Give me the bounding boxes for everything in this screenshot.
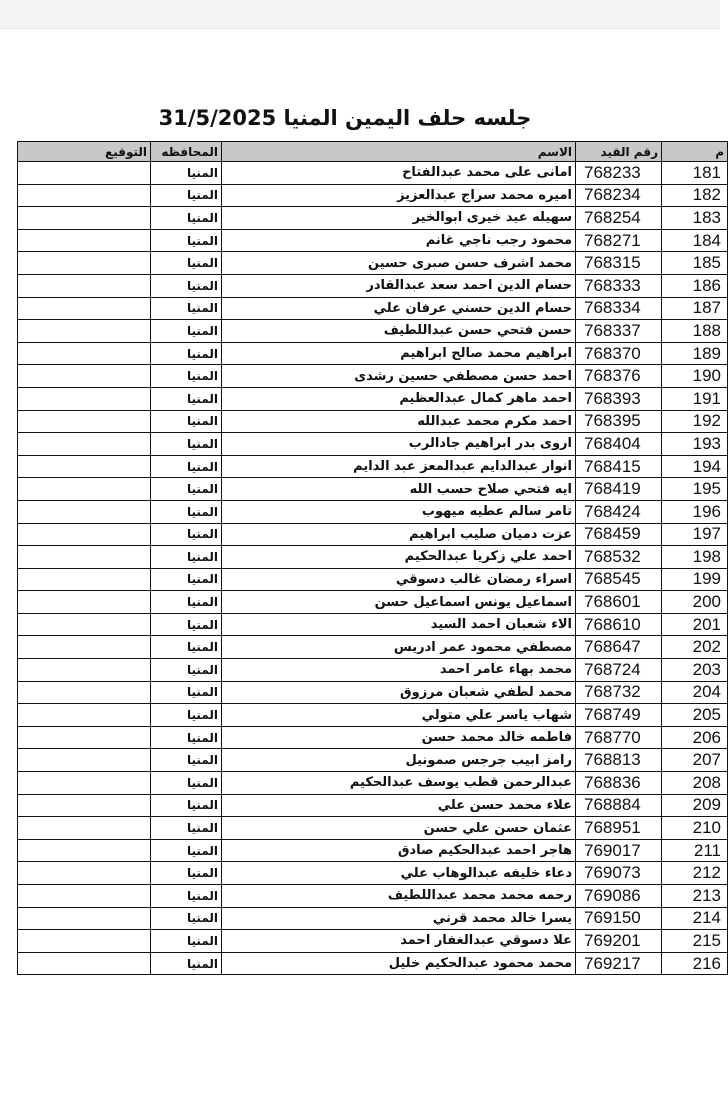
table-row: [18, 659, 728, 682]
row-governorate: المنيا: [151, 794, 222, 817]
row-code: 768724: [576, 659, 662, 682]
row-code: 768333: [576, 274, 662, 297]
row-code: 768459: [576, 523, 662, 546]
row-index: 216: [662, 952, 728, 975]
row-governorate: المنيا: [151, 681, 222, 704]
row-name: شهاب ياسر علي متولي: [222, 704, 576, 727]
table-header-row: [18, 142, 728, 162]
row-governorate: المنيا: [151, 387, 222, 410]
row-name: تامر سالم عطيه ميهوب: [222, 500, 576, 523]
row-code: 768254: [576, 207, 662, 230]
row-signature: [18, 523, 151, 546]
row-name: اسراء رمضان غالب دسوقي: [222, 568, 576, 591]
row-code: 769017: [576, 839, 662, 862]
row-code: 768415: [576, 455, 662, 478]
table-row: [18, 817, 728, 840]
row-governorate: المنيا: [151, 433, 222, 456]
row-governorate: المنيا: [151, 342, 222, 365]
table-row: [18, 862, 728, 885]
row-code: 768334: [576, 297, 662, 320]
row-signature: [18, 568, 151, 591]
table-row: [18, 930, 728, 953]
row-code: 768532: [576, 546, 662, 569]
row-name: عثمان حسن علي حسن: [222, 817, 576, 840]
row-signature: [18, 726, 151, 749]
table-row: [18, 342, 728, 365]
row-signature: [18, 478, 151, 501]
table-row: [18, 252, 728, 275]
row-index: 215: [662, 930, 728, 953]
header-name: الاسم: [222, 142, 576, 162]
row-code: 768545: [576, 568, 662, 591]
row-signature: [18, 410, 151, 433]
row-code: 769217: [576, 952, 662, 975]
table-row: [18, 839, 728, 862]
table-row: [18, 613, 728, 636]
row-signature: [18, 885, 151, 908]
row-governorate: المنيا: [151, 591, 222, 614]
row-name: عزت دميان صليب ابراهيم: [222, 523, 576, 546]
table-row: [18, 297, 728, 320]
table-row: [18, 523, 728, 546]
row-governorate: المنيا: [151, 184, 222, 207]
row-index: 197: [662, 523, 728, 546]
table-row: [18, 546, 728, 569]
row-governorate: المنيا: [151, 930, 222, 953]
row-name: يسرا خالد محمد قرني: [222, 907, 576, 930]
header-index: م: [662, 142, 728, 162]
table-row: [18, 749, 728, 772]
row-governorate: المنيا: [151, 636, 222, 659]
row-index: 196: [662, 500, 728, 523]
row-index: 199: [662, 568, 728, 591]
table-row: [18, 478, 728, 501]
document-title: جلسه حلف اليمين المنيا 31/5/2025: [158, 106, 532, 130]
row-code: 768233: [576, 162, 662, 185]
row-index: 187: [662, 297, 728, 320]
row-code: 768337: [576, 320, 662, 343]
row-name: حسن فتحي حسن عبداللطيف: [222, 320, 576, 343]
row-index: 201: [662, 613, 728, 636]
row-code: 768393: [576, 387, 662, 410]
row-index: 205: [662, 704, 728, 727]
row-index: 202: [662, 636, 728, 659]
table-row: [18, 681, 728, 704]
row-index: 181: [662, 162, 728, 185]
row-code: 768749: [576, 704, 662, 727]
row-signature: [18, 455, 151, 478]
row-name: مصطفي محمود عمر ادريس: [222, 636, 576, 659]
row-signature: [18, 704, 151, 727]
row-name: ابراهيم محمد صالح ابراهيم: [222, 342, 576, 365]
table-row: [18, 500, 728, 523]
attendees-table: [17, 141, 728, 975]
table-row: [18, 591, 728, 614]
table-row: [18, 433, 728, 456]
row-name: ايه فتحي صلاح حسب الله: [222, 478, 576, 501]
row-index: 208: [662, 772, 728, 795]
row-governorate: المنيا: [151, 523, 222, 546]
row-index: 209: [662, 794, 728, 817]
row-governorate: المنيا: [151, 162, 222, 185]
row-governorate: المنيا: [151, 862, 222, 885]
row-code: 769086: [576, 885, 662, 908]
row-code: 768376: [576, 365, 662, 388]
row-governorate: المنيا: [151, 229, 222, 252]
row-governorate: المنيا: [151, 297, 222, 320]
row-index: 214: [662, 907, 728, 930]
row-code: 768271: [576, 229, 662, 252]
row-signature: [18, 365, 151, 388]
row-name: علاء محمد حسن علي: [222, 794, 576, 817]
row-governorate: المنيا: [151, 704, 222, 727]
row-code: 768395: [576, 410, 662, 433]
row-signature: [18, 274, 151, 297]
row-signature: [18, 297, 151, 320]
row-code: 768836: [576, 772, 662, 795]
row-name: امانى على محمد عبدالفتاح: [222, 162, 576, 185]
row-governorate: المنيا: [151, 817, 222, 840]
table-row: [18, 794, 728, 817]
row-governorate: المنيا: [151, 410, 222, 433]
table-row: [18, 726, 728, 749]
row-code: 769150: [576, 907, 662, 930]
row-index: 195: [662, 478, 728, 501]
row-index: 184: [662, 229, 728, 252]
row-code: 769201: [576, 930, 662, 953]
row-signature: [18, 749, 151, 772]
row-index: 188: [662, 320, 728, 343]
table-row: [18, 207, 728, 230]
row-code: 768732: [576, 681, 662, 704]
row-name: احمد ماهر كمال عبدالعظيم: [222, 387, 576, 410]
table-row: [18, 184, 728, 207]
row-code: 768234: [576, 184, 662, 207]
table-row: [18, 320, 728, 343]
row-name: احمد علي زكريا عبدالحكيم: [222, 546, 576, 569]
row-name: احمد مكرم محمد عبدالله: [222, 410, 576, 433]
row-signature: [18, 433, 151, 456]
row-governorate: المنيا: [151, 772, 222, 795]
row-signature: [18, 387, 151, 410]
row-index: 210: [662, 817, 728, 840]
row-code: 768647: [576, 636, 662, 659]
table-row: [18, 410, 728, 433]
row-signature: [18, 229, 151, 252]
row-index: 192: [662, 410, 728, 433]
row-name: اميره محمد سراج عبدالعزيز: [222, 184, 576, 207]
row-governorate: المنيا: [151, 885, 222, 908]
row-signature: [18, 952, 151, 975]
row-name: محمد بهاء عامر احمد: [222, 659, 576, 682]
row-name: علا دسوقي عبدالغفار احمد: [222, 930, 576, 953]
row-code: 768601: [576, 591, 662, 614]
row-index: 193: [662, 433, 728, 456]
row-governorate: المنيا: [151, 365, 222, 388]
row-code: 768315: [576, 252, 662, 275]
row-code: 768951: [576, 817, 662, 840]
row-name: محمد محمود عبدالحكيم خليل: [222, 952, 576, 975]
row-governorate: المنيا: [151, 726, 222, 749]
table-row: [18, 365, 728, 388]
table-row: [18, 274, 728, 297]
row-signature: [18, 817, 151, 840]
row-signature: [18, 591, 151, 614]
row-governorate: المنيا: [151, 568, 222, 591]
row-code: 769073: [576, 862, 662, 885]
row-index: 186: [662, 274, 728, 297]
row-governorate: المنيا: [151, 952, 222, 975]
row-signature: [18, 772, 151, 795]
row-name: فاطمه خالد محمد حسن: [222, 726, 576, 749]
row-signature: [18, 252, 151, 275]
row-signature: [18, 162, 151, 185]
row-name: حسام الدين حسني عرفان علي: [222, 297, 576, 320]
row-index: 211: [662, 839, 728, 862]
row-name: محمد اشرف حسن صبرى حسين: [222, 252, 576, 275]
top-bar: [0, 0, 720, 29]
row-name: حسام الدين احمد سعد عبدالقادر: [222, 274, 576, 297]
row-governorate: المنيا: [151, 455, 222, 478]
table-row: [18, 229, 728, 252]
row-signature: [18, 930, 151, 953]
table-row: [18, 952, 728, 975]
row-index: 204: [662, 681, 728, 704]
row-index: 190: [662, 365, 728, 388]
row-signature: [18, 907, 151, 930]
row-name: اروى بدر ابراهيم جادالرب: [222, 433, 576, 456]
row-code: 768770: [576, 726, 662, 749]
row-governorate: المنيا: [151, 320, 222, 343]
row-index: 194: [662, 455, 728, 478]
table-row: [18, 907, 728, 930]
row-signature: [18, 500, 151, 523]
row-governorate: المنيا: [151, 500, 222, 523]
row-code: 768424: [576, 500, 662, 523]
row-governorate: المنيا: [151, 907, 222, 930]
row-name: رحمه محمد محمد عبداللطيف: [222, 885, 576, 908]
row-signature: [18, 794, 151, 817]
row-name: اسماعيل يونس اسماعيل حسن: [222, 591, 576, 614]
row-signature: [18, 636, 151, 659]
header-code: رقم القيد: [576, 142, 662, 162]
row-governorate: المنيا: [151, 478, 222, 501]
row-code: 768404: [576, 433, 662, 456]
row-signature: [18, 207, 151, 230]
header-governorate: المحافظه: [151, 142, 222, 162]
row-index: 207: [662, 749, 728, 772]
row-signature: [18, 839, 151, 862]
row-index: 185: [662, 252, 728, 275]
row-signature: [18, 546, 151, 569]
header-signature: التوقيع: [18, 142, 151, 162]
row-index: 213: [662, 885, 728, 908]
row-name: عبدالرحمن قطب يوسف عبدالحكيم: [222, 772, 576, 795]
row-name: محمد لطفي شعبان مرزوق: [222, 681, 576, 704]
table-row: [18, 568, 728, 591]
table-row: [18, 636, 728, 659]
row-name: هاجر احمد عبدالحكيم صادق: [222, 839, 576, 862]
row-name: احمد حسن مصطفي حسين رشدى: [222, 365, 576, 388]
row-name: دعاء خليفه عبدالوهاب علي: [222, 862, 576, 885]
row-index: 212: [662, 862, 728, 885]
row-name: الاء شعبان احمد السيد: [222, 613, 576, 636]
row-governorate: المنيا: [151, 274, 222, 297]
table-row: [18, 885, 728, 908]
table-row: [18, 162, 728, 185]
row-name: رامز ابيب جرجس صمونيل: [222, 749, 576, 772]
row-signature: [18, 613, 151, 636]
row-index: 200: [662, 591, 728, 614]
row-index: 191: [662, 387, 728, 410]
row-code: 768370: [576, 342, 662, 365]
row-signature: [18, 659, 151, 682]
row-index: 189: [662, 342, 728, 365]
row-index: 182: [662, 184, 728, 207]
row-governorate: المنيا: [151, 659, 222, 682]
row-governorate: المنيا: [151, 207, 222, 230]
table-row: [18, 704, 728, 727]
table-row: [18, 455, 728, 478]
row-index: 198: [662, 546, 728, 569]
row-name: محمود رجب ناجي غانم: [222, 229, 576, 252]
row-signature: [18, 320, 151, 343]
row-signature: [18, 342, 151, 365]
row-code: 768610: [576, 613, 662, 636]
row-signature: [18, 184, 151, 207]
row-index: 183: [662, 207, 728, 230]
row-code: 768884: [576, 794, 662, 817]
row-signature: [18, 681, 151, 704]
row-governorate: المنيا: [151, 839, 222, 862]
row-signature: [18, 862, 151, 885]
row-code: 768419: [576, 478, 662, 501]
row-index: 203: [662, 659, 728, 682]
row-index: 206: [662, 726, 728, 749]
row-name: انوار عبدالدايم عبدالمعز عبد الدايم: [222, 455, 576, 478]
table-row: [18, 387, 728, 410]
row-governorate: المنيا: [151, 546, 222, 569]
row-governorate: المنيا: [151, 749, 222, 772]
row-governorate: المنيا: [151, 613, 222, 636]
table-row: [18, 772, 728, 795]
row-governorate: المنيا: [151, 252, 222, 275]
row-name: سهيله عيد خيرى ابوالخير: [222, 207, 576, 230]
row-code: 768813: [576, 749, 662, 772]
